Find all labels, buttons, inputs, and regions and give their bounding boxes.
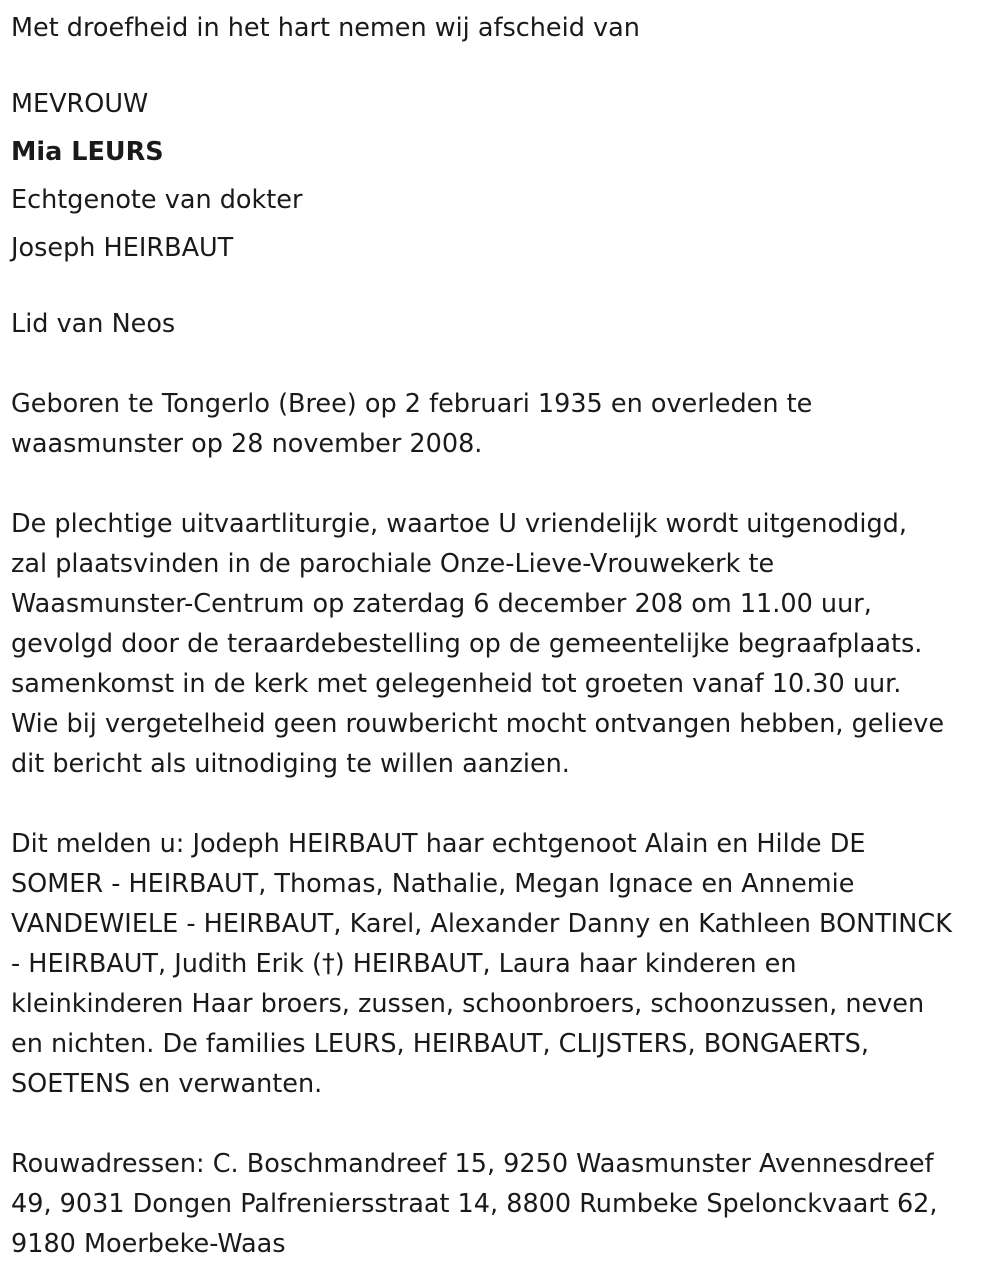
spacer — [11, 1104, 1000, 1144]
family-line: SOETENS en verwanten. — [11, 1069, 323, 1099]
spacer — [11, 344, 1000, 384]
family-line: en nichten. De families LEURS, HEIRBAUT, CLIJSTERS, BONGAERTS, — [11, 1029, 869, 1059]
funeral-line: samenkomst in de kerk met gelegenheid tot groeten vanaf 10.30 uur. — [11, 669, 902, 699]
funeral-line: Waasmunster-Centrum op zaterdag 6 december 208 om 11.00 uur, — [11, 589, 872, 619]
family-line: Dit melden u: Jodeph HEIRBAUT haar echtgenoot Alain en Hilde DE — [11, 829, 866, 859]
spacer — [11, 272, 1000, 304]
funeral-line: De plechtige uitvaartliturgie, waartoe U vriendelijk wordt uitgenodigd, — [11, 509, 907, 539]
funeral-line: Wie bij vergetelheid geen rouwbericht mocht ontvangen hebben, gelieve — [11, 709, 945, 739]
spacer — [11, 48, 1000, 80]
spouse-line-1: Echtgenote van dokter — [11, 185, 303, 215]
birth-paragraph — [11, 384, 1000, 464]
birth-line: waasmunster op 28 november 2008. — [11, 429, 483, 459]
deceased-name: Mia LEURS — [11, 137, 164, 167]
membership: Lid van Neos — [11, 309, 176, 339]
funeral-line: zal plaatsvinden in de parochiale Onze-Lieve-Vrouwekerk te — [11, 549, 775, 579]
spouse-line-2: Joseph HEIRBAUT — [11, 233, 234, 263]
funeral-line: dit bericht als uitnodiging te willen aanzien. — [11, 749, 570, 779]
address-line: 9180 Moerbeke-Waas — [11, 1229, 286, 1259]
family-line: - HEIRBAUT, Judith Erik (†) HEIRBAUT, Laura haar kinderen en — [11, 949, 797, 979]
family-line: kleinkinderen Haar broers, zussen, schoonbroers, schoonzussen, neven — [11, 989, 925, 1019]
spacer — [11, 784, 1000, 824]
addresses-paragraph — [11, 1144, 1000, 1264]
funeral-line: gevolgd door de teraardebestelling op de gemeentelijke begraafplaats. — [11, 629, 923, 659]
family-line: SOMER - HEIRBAUT, Thomas, Nathalie, Megan Ignace en Annemie — [11, 869, 855, 899]
family-paragraph — [11, 824, 1000, 1104]
address-line: 49, 9031 Dongen Palfreniersstraat 14, 8800 Rumbeke Spelonckvaart 62, — [11, 1189, 938, 1219]
intro-text: Met droefheid in het hart nemen wij afscheid van — [11, 13, 640, 43]
funeral-paragraph — [11, 504, 1000, 784]
family-line: VANDEWIELE - HEIRBAUT, Karel, Alexander Danny en Kathleen BONTINCK — [11, 909, 952, 939]
spacer — [11, 464, 1000, 504]
address-line: Rouwadressen: C. Boschmandreef 15, 9250 Waasmunster Avennesdreef — [11, 1149, 934, 1179]
honorific: MEVROUW — [11, 89, 149, 119]
birth-line: Geboren te Tongerlo (Bree) op 2 februari 1935 en overleden te — [11, 389, 813, 419]
